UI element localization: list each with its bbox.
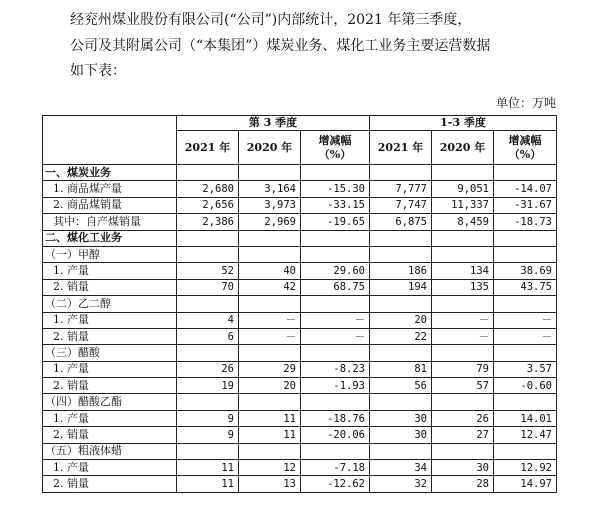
cell-value: -8.23 [301,361,370,377]
cell-value: 3,164 [239,181,301,197]
cell-value: -1.93 [301,378,370,394]
cell-value: 2,680 [177,181,239,197]
cell-value: -14.07 [494,181,557,197]
row-label: （三）醋酸 [43,345,177,361]
cell-value: 11 [239,427,301,443]
cell-empty [494,165,557,181]
group-header-ytd: 1-3 季度 [370,116,557,131]
cell-empty [239,443,301,459]
cell-value: -19.65 [301,214,370,230]
row-label: （一）甲醇 [43,246,177,262]
cell-value: 11 [177,460,239,476]
table-row [43,460,557,476]
table-row [43,197,557,213]
cell-value: 13 [239,476,301,492]
row-label: 其中：自产煤销量 [43,214,177,230]
cell-value: － [239,328,301,344]
row-label: 1. 产量 [43,361,177,377]
cell-value: 22 [370,328,432,344]
row-label: 1. 产量 [43,263,177,279]
cell-empty [432,443,494,459]
table-section-row [43,443,557,459]
row-label: 二、煤化工业务 [43,230,177,246]
cell-value: 81 [370,361,432,377]
cell-empty [301,165,370,181]
unit-label: 单位：万吨 [495,96,556,110]
cell-empty [177,443,239,459]
table-row [43,361,557,377]
cell-value: 70 [177,279,239,295]
cell-value: 52 [177,263,239,279]
cell-value: 4 [177,312,239,328]
cell-empty [494,394,557,410]
cell-value: -20.06 [301,427,370,443]
cell-value: － [494,328,557,344]
cell-value: 194 [370,279,432,295]
cell-empty [494,246,557,262]
cell-empty [177,165,239,181]
intro-paragraph [70,8,570,85]
cell-value: － [494,312,557,328]
cell-value: 12.92 [494,460,557,476]
row-label: 1. 产量 [43,460,177,476]
row-label: 2. 销量 [43,378,177,394]
row-label: 2. 销量 [43,279,177,295]
cell-empty [432,296,494,312]
cell-value: 19 [177,378,239,394]
intro-line-3: 如下表： [70,63,126,79]
cell-empty [177,296,239,312]
cell-value: － [432,328,494,344]
intro-line-2: 公司及其附属公司（“本集团”）煤炭业务、煤化工业务主要运营数据 [70,37,491,54]
table-row [43,181,557,197]
col-header: 增减幅 （%） [494,131,557,165]
cell-value: 6,875 [370,214,432,230]
cell-value: 20 [370,312,432,328]
cell-empty [432,230,494,246]
table-row [43,410,557,426]
cell-empty [370,345,432,361]
cell-value: -18.73 [494,214,557,230]
cell-value: － [301,312,370,328]
row-label: （二）乙二醇 [43,296,177,312]
cell-value: 38.69 [494,263,557,279]
row-label: 2. 销量 [43,476,177,492]
cell-value: 12 [239,460,301,476]
col-header: 增减幅 （%） [301,131,370,165]
cell-value: 2,656 [177,197,239,213]
cell-value: 68.75 [301,279,370,295]
row-label: 1. 产量 [43,312,177,328]
cell-empty [177,394,239,410]
row-label: 2. 销量 [43,427,177,443]
row-label: （五）粗液体蜡 [43,443,177,459]
cell-empty [494,345,557,361]
table-row [43,476,557,492]
cell-value: -33.15 [301,197,370,213]
cell-empty [301,443,370,459]
table-section-row [43,394,557,410]
cell-value: 2,386 [177,214,239,230]
cell-value: 29 [239,361,301,377]
cell-value: 7,747 [370,197,432,213]
cell-empty [301,230,370,246]
cell-empty [432,246,494,262]
group-header-q3: 第 3 季度 [177,116,370,131]
table-section-row [43,246,557,262]
cell-value: 12.47 [494,427,557,443]
cell-empty [239,230,301,246]
cell-empty [494,230,557,246]
cell-empty [370,394,432,410]
table-section-row [43,165,557,181]
cell-value: 28 [432,476,494,492]
cell-empty [432,165,494,181]
table-row [43,328,557,344]
cell-value: 6 [177,328,239,344]
cell-value: 30 [370,427,432,443]
cell-value: － [432,312,494,328]
cell-value: 9 [177,427,239,443]
cell-value: -0.60 [494,378,557,394]
cell-empty [494,443,557,459]
cell-value: 14.01 [494,410,557,426]
cell-empty [239,165,301,181]
cell-value: -15.30 [301,181,370,197]
cell-value: 9 [177,410,239,426]
cell-value: 3,973 [239,197,301,213]
col-header: 2020 年 [239,131,301,165]
cell-value: 40 [239,263,301,279]
row-label: 2. 销量 [43,328,177,344]
row-label: 一、煤炭业务 [43,165,177,181]
cell-value: 2,969 [239,214,301,230]
table-row [43,279,557,295]
row-label: 2. 商品煤销量 [43,197,177,213]
cell-empty [239,394,301,410]
cell-value: 27 [432,427,494,443]
cell-empty [301,394,370,410]
cell-value: 79 [432,361,494,377]
cell-value: 30 [432,460,494,476]
cell-value: -7.18 [301,460,370,476]
cell-empty [301,246,370,262]
cell-value: － [301,328,370,344]
cell-value: 34 [370,460,432,476]
row-label: 1. 商品煤产量 [43,181,177,197]
col-header: 2021 年 [177,131,239,165]
cell-empty [177,246,239,262]
cell-empty [494,296,557,312]
cell-value: 43.75 [494,279,557,295]
cell-value: 134 [432,263,494,279]
cell-value: 8,459 [432,214,494,230]
table-section-row [43,345,557,361]
cell-value: 26 [432,410,494,426]
table-row [43,214,557,230]
cell-empty [239,296,301,312]
header-blank [43,116,177,165]
cell-empty [239,345,301,361]
operations-table [42,115,557,493]
cell-empty [370,165,432,181]
row-label: 1. 产量 [43,410,177,426]
cell-empty [177,345,239,361]
cell-empty [301,345,370,361]
cell-value: 20 [239,378,301,394]
cell-value: -18.76 [301,410,370,426]
cell-value: 30 [370,410,432,426]
cell-empty [239,246,301,262]
cell-empty [370,443,432,459]
cell-value: 9,051 [432,181,494,197]
cell-value: 11 [239,410,301,426]
cell-value: 7,777 [370,181,432,197]
cell-empty [301,296,370,312]
cell-empty [370,230,432,246]
cell-value: -31.67 [494,197,557,213]
cell-empty [370,246,432,262]
cell-value: 56 [370,378,432,394]
cell-value: 135 [432,279,494,295]
cell-value: － [239,312,301,328]
table-row [43,312,557,328]
cell-value: 42 [239,279,301,295]
cell-value: 3.57 [494,361,557,377]
table-row [43,263,557,279]
row-label: （四）醋酸乙酯 [43,394,177,410]
cell-value: 26 [177,361,239,377]
cell-empty [432,345,494,361]
table-body [43,165,557,493]
cell-empty [177,230,239,246]
table-row [43,427,557,443]
cell-empty [370,296,432,312]
cell-value: -12.62 [301,476,370,492]
table-section-row [43,296,557,312]
table-section-row [43,230,557,246]
intro-line-1: 经兖州煤业股份有限公司(“公司”)内部统计，2021 年第三季度， [70,12,472,28]
cell-value: 29.60 [301,263,370,279]
cell-value: 57 [432,378,494,394]
col-header: 2020 年 [432,131,494,165]
cell-empty [432,394,494,410]
cell-value: 11,337 [432,197,494,213]
cell-value: 11 [177,476,239,492]
col-header: 2021 年 [370,131,432,165]
table-row [43,378,557,394]
cell-value: 186 [370,263,432,279]
cell-value: 14.97 [494,476,557,492]
cell-value: 32 [370,476,432,492]
